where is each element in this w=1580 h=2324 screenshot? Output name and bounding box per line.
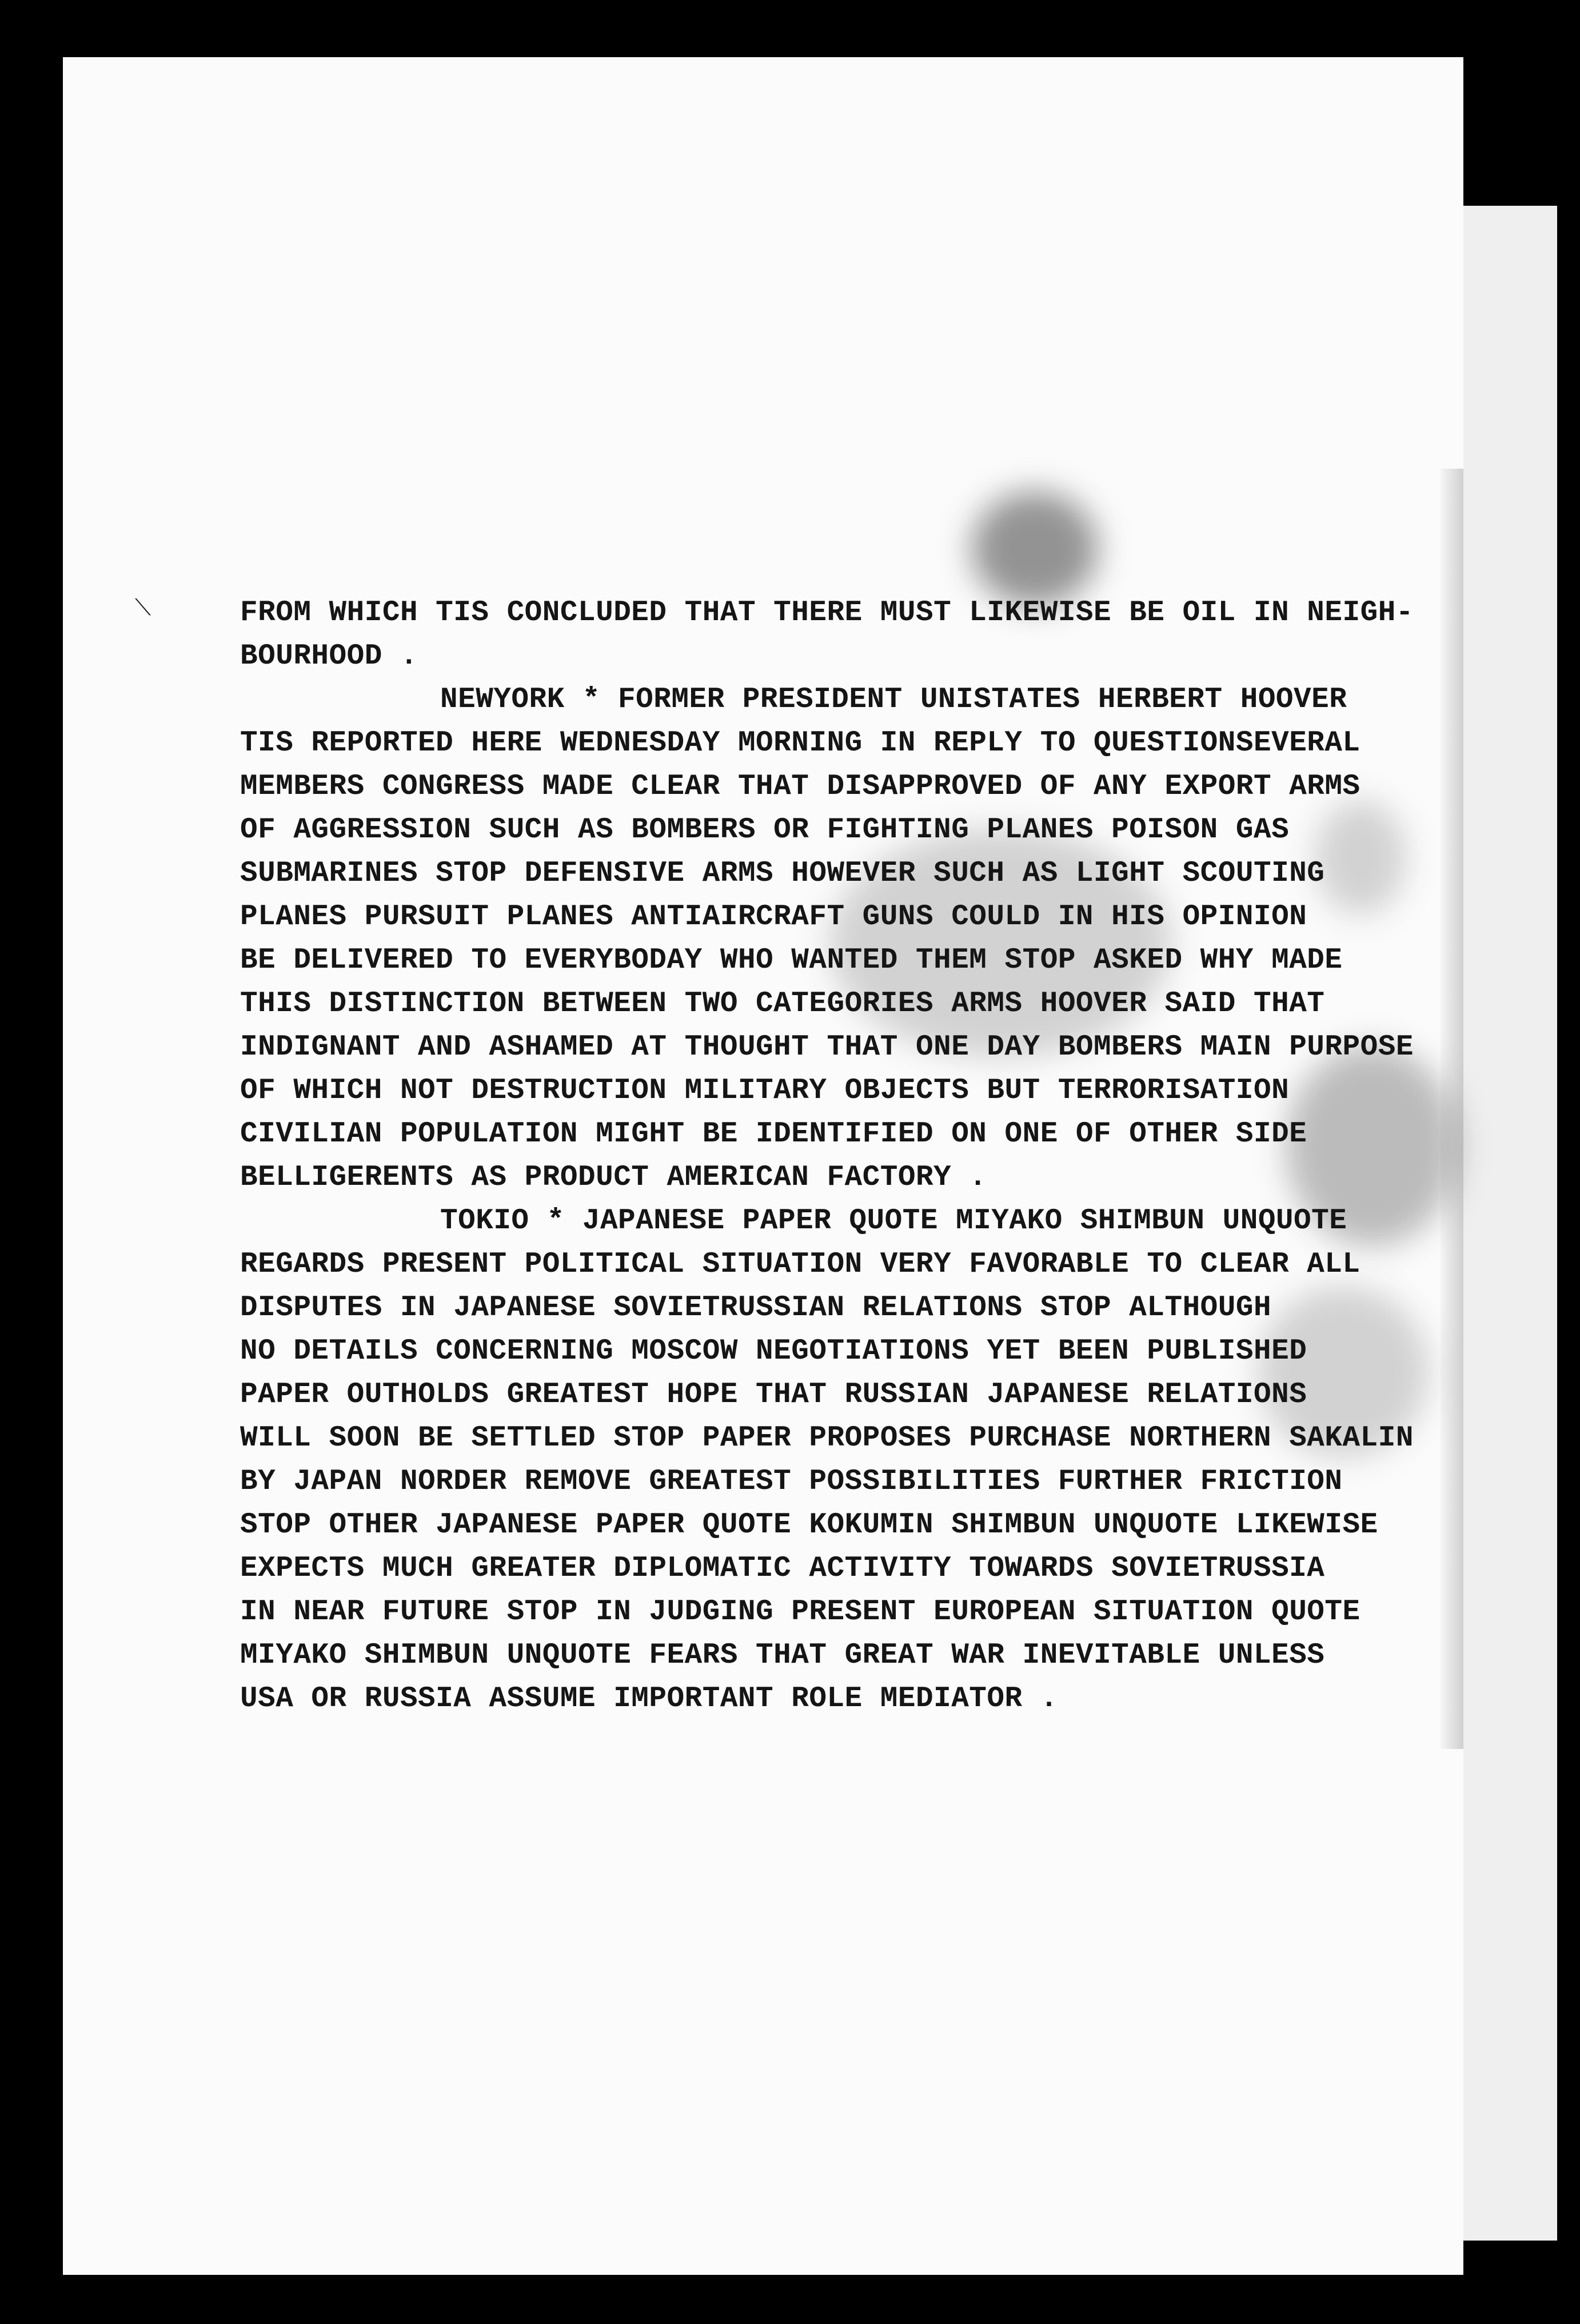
text-line: OF WHICH NOT DESTRUCTION MILITARY OBJECTS BUT TERRORISATION [240, 1075, 1290, 1107]
text-line: OF AGGRESSION SUCH AS BOMBERS OR FIGHTING PLANES POISON GAS [240, 814, 1290, 846]
text-line: BOURHOOD . [240, 640, 418, 673]
text-line: NO DETAILS CONCERNING MOSCOW NEGOTIATIONS YET BEEN PUBLISHED [240, 1335, 1307, 1368]
margin-tick-mark: ⟍ [135, 594, 151, 621]
text-line: BE DELIVERED TO EVERYBODAY WHO WANTED THEM STOP ASKED WHY MADE [240, 944, 1343, 977]
text-line: FROM WHICH TIS CONCLUDED THAT THERE MUST LIKEWISE BE OIL IN NEIGH- [240, 597, 1414, 629]
text-line: WILL SOON BE SETTLED STOP PAPER PROPOSES PURCHASE NORTHERN SAKALIN [240, 1422, 1414, 1455]
text-line: MEMBERS CONGRESS MADE CLEAR THAT DISAPPROVED OF ANY EXPORT ARMS [240, 770, 1360, 803]
text-line: EXPECTS MUCH GREATER DIPLOMATIC ACTIVITY TOWARDS SOVIETRUSSIA [240, 1552, 1325, 1585]
text-line: INDIGNANT AND ASHAMED AT THOUGHT THAT ONE DAY BOMBERS MAIN PURPOSE [240, 1031, 1414, 1064]
text-line: DISPUTES IN JAPANESE SOVIETRUSSIAN RELATIONS STOP ALTHOUGH [240, 1292, 1272, 1324]
text-line: TOKIO * JAPANESE PAPER QUOTE MIYAKO SHIMBUN UNQUOTE [440, 1205, 1347, 1237]
text-line: PAPER OUTHOLDS GREATEST HOPE THAT RUSSIAN JAPANESE RELATIONS [240, 1379, 1307, 1411]
ink-smudge [972, 492, 1098, 606]
text-line: STOP OTHER JAPANESE PAPER QUOTE KOKUMIN SHIMBUN UNQUOTE LIKEWISE [240, 1509, 1378, 1542]
text-line: SUBMARINES STOP DEFENSIVE ARMS HOWEVER SUCH AS LIGHT SCOUTING [240, 857, 1325, 890]
text-line: PLANES PURSUIT PLANES ANTIAIRCRAFT GUNS COULD IN HIS OPINION [240, 901, 1307, 933]
text-line: CIVILIAN POPULATION MIGHT BE IDENTIFIED ON ONE OF OTHER SIDE [240, 1118, 1307, 1151]
text-line: TIS REPORTED HERE WEDNESDAY MORNING IN REPLY TO QUESTIONSEVERAL [240, 727, 1360, 760]
text-line: BELLIGERENTS AS PRODUCT AMERICAN FACTORY . [240, 1161, 987, 1194]
text-line: THIS DISTINCTION BETWEEN TWO CATEGORIES ARMS HOOVER SAID THAT [240, 988, 1325, 1020]
text-line: IN NEAR FUTURE STOP IN JUDGING PRESENT EUROPEAN SITUATION QUOTE [240, 1596, 1360, 1628]
text-line: USA OR RUSSIA ASSUME IMPORTANT ROLE MEDIATOR . [240, 1683, 1058, 1715]
typed-text [240, 592, 1486, 1721]
text-line: BY JAPAN NORDER REMOVE GREATEST POSSIBILITIES FURTHER FRICTION [240, 1466, 1343, 1498]
text-line: REGARDS PRESENT POLITICAL SITUATION VERY FAVORABLE TO CLEAR ALL [240, 1248, 1360, 1281]
text-line: NEWYORK * FORMER PRESIDENT UNISTATES HERBERT HOOVER [440, 684, 1347, 716]
text-line: MIYAKO SHIMBUN UNQUOTE FEARS THAT GREAT WAR INEVITABLE UNLESS [240, 1639, 1325, 1672]
